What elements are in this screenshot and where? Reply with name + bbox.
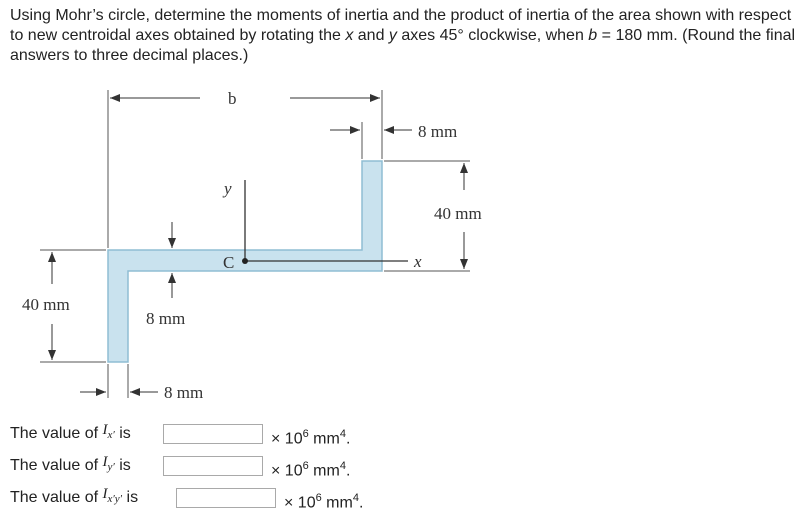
- dim-8mm-bottom-label: 8 mm: [164, 383, 204, 402]
- x-axis-label: x: [414, 252, 422, 271]
- answer-ixy-symbol-main: I: [102, 486, 108, 502]
- question-and: and: [353, 27, 389, 44]
- answer-ixy-unit: [284, 487, 363, 514]
- ixy-end: .: [358, 494, 364, 512]
- iy-exp: 6: [302, 460, 309, 472]
- dim-40mm-right-label: 40 mm: [434, 204, 482, 223]
- answer-ix-symbol-sub: x′: [107, 429, 115, 441]
- extension-lines: [40, 90, 470, 398]
- ix-unit: mm: [308, 430, 340, 448]
- question-part2: axes 45° clockwise, when: [396, 27, 589, 44]
- answer-ix-symbol-main: I: [102, 422, 108, 438]
- question-y-var: y: [388, 27, 397, 44]
- answer-ixy-prefix: The value of: [10, 489, 103, 506]
- dim-40mm-left-label: 40 mm: [22, 295, 70, 314]
- question-part3: = 180 mm. (Round the final answers to three decimal places.): [10, 27, 796, 64]
- answer-iy-prefix: The value of: [10, 457, 103, 474]
- ix-end: .: [345, 430, 351, 448]
- dim-8mm-top-label: 8 mm: [418, 122, 458, 141]
- centroid-label: C: [223, 253, 235, 272]
- dim-8mm-mid-label: 8 mm: [146, 309, 186, 328]
- y-axis-label: y: [224, 179, 232, 198]
- iy-unit: mm: [308, 462, 340, 480]
- ix-answer-input[interactable]: [163, 424, 263, 444]
- ixy-answer-input[interactable]: [176, 488, 276, 508]
- answer-ix-symbol: [102, 422, 115, 441]
- answer-ixy-suffix: is: [122, 489, 139, 506]
- answer-ixy-symbol-sub: x′y′: [107, 493, 123, 505]
- question-part1: Using Mohr’s circle, determine the moments of inertia and the product of inertia of the area shown with respect to new centroidal axes obtained by rotating the: [10, 7, 792, 44]
- dim-b-label: b: [228, 89, 237, 108]
- iy-answer-input[interactable]: [163, 456, 263, 476]
- answer-iy-symbol: [102, 454, 115, 473]
- ix-exp: 6: [302, 428, 309, 440]
- answer-ixy-symbol: [102, 486, 123, 505]
- iy-times: × 10: [271, 462, 303, 480]
- iy-end: .: [345, 462, 351, 480]
- question-b-var: b: [588, 27, 598, 44]
- answer-ix-suffix: is: [114, 425, 131, 442]
- ixy-times: × 10: [284, 494, 316, 512]
- ixy-unit-exp: 4: [352, 492, 359, 504]
- answer-row-ix: [10, 423, 131, 450]
- iy-unit-exp: 4: [339, 460, 346, 472]
- answer-iy-symbol-sub: y′: [107, 461, 115, 473]
- answer-row-iy: [10, 455, 131, 482]
- question-x-var: x: [345, 27, 354, 44]
- answer-iy-unit: [271, 455, 350, 482]
- answer-iy-suffix: is: [114, 457, 131, 474]
- ixy-unit: mm: [321, 494, 353, 512]
- answer-ix-unit: [271, 423, 350, 450]
- ix-times: × 10: [271, 430, 303, 448]
- answer-row-ixy: [10, 487, 138, 514]
- answer-iy-symbol-main: I: [102, 454, 108, 470]
- centroid-dot: [242, 258, 248, 264]
- answer-ix-prefix: The value of: [10, 425, 103, 442]
- ix-unit-exp: 4: [339, 428, 346, 440]
- ixy-exp: 6: [315, 492, 322, 504]
